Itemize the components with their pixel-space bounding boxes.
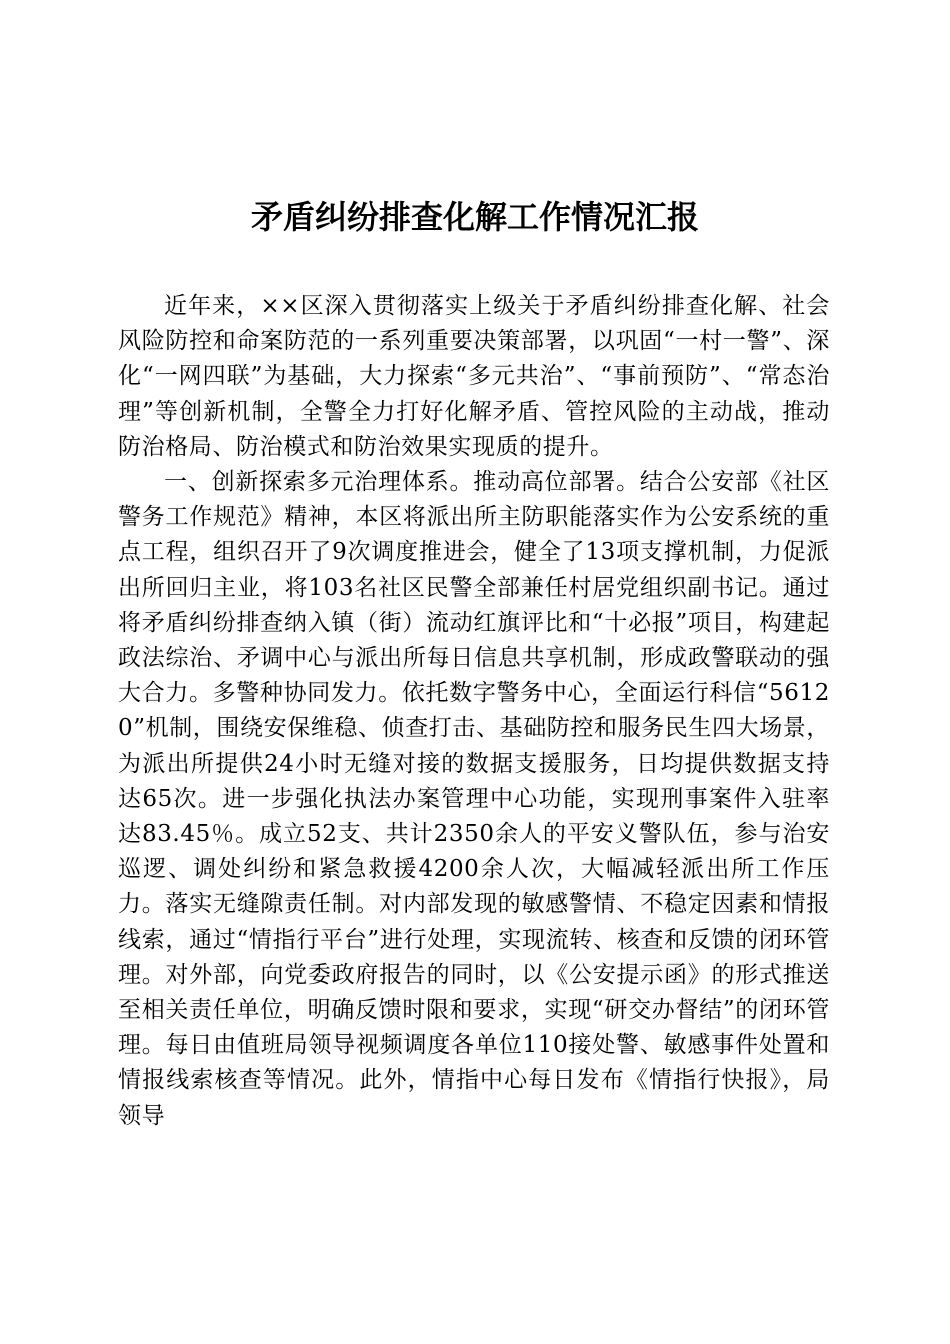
document-title: 矛盾纠纷排查化解工作情况汇报 [250,198,699,236]
paragraph-section-one: 一、创新探索多元治理体系。推动高位部署。结合公安部《社区警务工作规范》精神，本区将派出所主防职能落实作为公安系统的重点工程，组织召开了9次调度推进会，健全了13项支撑机制，力促派出所回归主业，将103名社区民警全部兼任村居党组织副书记。通过将矛盾纠纷排查纳入镇（街）流动红旗评比和“十必报”项目，构建起政法综治、矛调中心与派出所每日信息共享机制，形成政警联动的强大合力。多警种协同发力。依托数字警务中心，全面运行科信“56120”机制，围绕安保维稳、侦查打击、基础防控和服务民生四大场景，为派出所提供24小时无缝对接的数据支援服务，日均提供数据支持达65次。进一步强化执法办案管理中心功能，实现刑事案件入驻率达83.45％。成立52支、共计2350余人的平安义警队伍，参与治安巡逻、调处纠纷和紧急救援4200余人次，大幅减轻派出所工作压力。落实无缝隙责任制。对内部发现的敏感警情、不稳定因素和情报线索，通过“情指行平台”进行处理，实现流转、核查和反馈的闭环管理。对外部，向党委政府报告的同时，以《公安提示函》的形式推送至相关责任单位，明确反馈时限和要求，实现“研交办督结”的闭环管理。每日由值班局领导视频调度各单位110接处警、敏感事件处置和情报线索核查等情况。此外，情指中心每日发布《情指行快报》，局领导 [118,469,830,1129]
document-body [118,289,830,1134]
paragraph-intro: 近年来，××区深入贯彻落实上级关于矛盾纠纷排查化解、社会风险防控和命案防范的一系列重要决策部署，以巩固“一村一警”、深化“一网四联”为基础，大力探索“多元共治”、“事前预防”、“常态治理”等创新机制，全警全力打好化解矛盾、管控风险的主动战，推动防治格局、防治模式和防治效果实现质的提升。 [118,293,830,460]
